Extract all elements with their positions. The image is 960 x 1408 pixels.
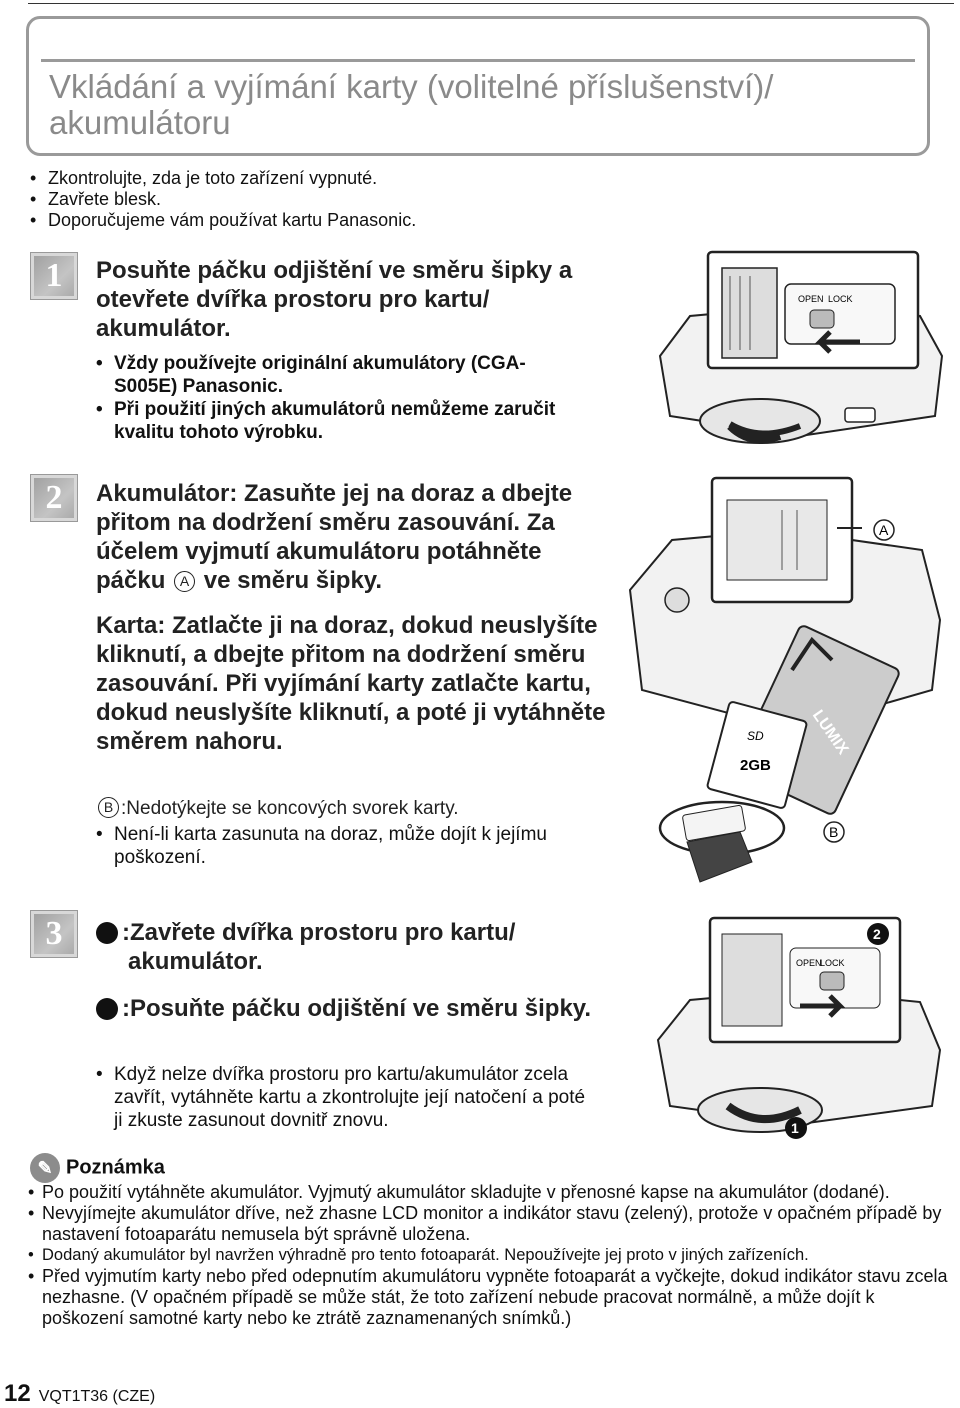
lock-label: LOCK (828, 294, 853, 304)
step-3-bullets (96, 1063, 596, 1132)
note-item: • Před vyjmutím karty nebo před odepnutím akumulátoru vypněte fotoaparát a vyčkejte, dokud indikátor stavu zcela nezhasne. (V opačném případě se může stát, že toto zařízení nebude pracovat normálně, a může dojít k poškození samotné karty nebo ke ztrátě zaznamenaných snímků.) (28, 1266, 956, 1329)
step-1-number: 1 (30, 252, 78, 300)
step-3-item-2-number: 2 (96, 998, 118, 1020)
battery-brand: LUMIX (808, 707, 852, 758)
label-a-circle: A (174, 571, 195, 592)
footer (4, 1380, 155, 1408)
step-2-camera-illustration (622, 470, 954, 890)
b-note-text: :Nedotýkejte se koncových svorek karty. (121, 798, 459, 819)
note-item: • Po použití vytáhněte akumulátor. Vyjmutý akumulátor skladujte v přenosné kapse na akumulátor (dodané). (28, 1182, 956, 1203)
step-1-heading: Posuňte páčku odjištění ve směru šipky a otevřete dvířka prostoru pro kartu/ akumulátor. (96, 257, 573, 342)
label-b-circle: B (98, 797, 119, 818)
note-list (28, 1182, 956, 1329)
step-2-card-heading: Karta: Zatlačte ji na doraz, dokud neuslyšíte kliknutí, a dbejte přitom na dodržení směru zasouvání. Při vyjímání karty zatlačte kartu, dokud neuslyšíte kliknutí, a poté ji vytáhněte směrem nahoru. (96, 612, 606, 755)
capacity-label: 2GB (740, 757, 771, 774)
step-1-bullet: • Vždy používejte originální akumulátory (CGA-S005E) Panasonic. (96, 352, 566, 398)
step-3-item-1-text: :Zavřete dvířka prostoru pro kartu/ akumulátor. (122, 919, 516, 975)
note-item: • Dodaný akumulátor byl navržen výhradně pro tento fotoaparát. Nepoužívejte jej proto v jiných zařízeních. (28, 1245, 956, 1266)
sd-label: SD (747, 729, 764, 743)
open-label: OPEN (796, 958, 822, 968)
step-2-number: 2 (30, 474, 78, 522)
illus-label-b-text: B (829, 824, 839, 840)
step-3-bullet: • Když nelze dvířka prostoru pro kartu/akumulátor zcela zavřít, vytáhněte kartu a zkontrolujte její natočení a poté ji zkuste zasunout dovnitř znovu. (96, 1063, 596, 1132)
step-2-bullet: • Není-li karta zasunuta na doraz, může dojít k jejímu poškození. (96, 823, 616, 869)
document-code: VQT1T36 (CZE) (38, 1388, 156, 1405)
note-heading (30, 1153, 165, 1183)
note-heading-text: Poznámka (66, 1156, 165, 1179)
step-3-number: 3 (30, 910, 78, 958)
callout-2-text: 2 (873, 926, 881, 942)
step-2-b-note (96, 797, 616, 820)
step-2-bullets (96, 823, 616, 869)
intro-bullet: • Zkontrolujte, zda je toto zařízení vypnuté. (30, 168, 416, 189)
battery-heading-b: ve směru šipky. (203, 567, 383, 594)
open-label: OPEN (798, 294, 824, 304)
top-rule (28, 3, 954, 4)
step-2-battery-heading (96, 479, 616, 595)
step-3-camera-illustration (650, 910, 950, 1142)
battery-heading-a: Akumulátor: Zasuňte jej na doraz a dbejte přitom na dodržení směru zasouvání. Za účelem vyjmutí akumulátoru potáhněte páčku (96, 480, 573, 594)
intro-bullet: • Zavřete blesk. (30, 189, 416, 210)
step-3-item-2-text: :Posuňte páčku odjištění ve směru šipky. (122, 995, 592, 1022)
intro-bullet: • Doporučujeme vám používat kartu Panasonic. (30, 210, 416, 231)
page-title: Vkládání a vyjímání karty (volitelné příslušenství)/ akumulátoru (49, 68, 774, 141)
step-1-camera-illustration (650, 246, 950, 456)
note-item: • Nevyjímejte akumulátor dříve, než zhasne LCD monitor a indikátor stavu (zelený), protože v opačném případě by nastavení fotoaparátu nemusela být správně uložena. (28, 1203, 956, 1245)
step-1-bullets (96, 352, 566, 444)
title-bar (41, 59, 915, 62)
page-number: 12 (4, 1380, 31, 1407)
release-lever (820, 972, 844, 990)
pencil-icon: ✎ (30, 1153, 60, 1183)
illus-label-a-text: A (879, 522, 889, 538)
step-1-bullet: • Při použití jiných akumulátorů nemůžeme zaručit kvalitu tohoto výrobku. (96, 398, 566, 444)
step-3-item-1 (86, 918, 598, 976)
release-lever (810, 310, 834, 328)
step-3-item-2 (86, 994, 598, 1023)
title-box (26, 16, 930, 156)
lock-label: LOCK (820, 958, 845, 968)
intro-bullets (30, 168, 416, 231)
step-3-item-1-number: 1 (96, 922, 118, 944)
callout-1-text: 1 (791, 1120, 799, 1136)
